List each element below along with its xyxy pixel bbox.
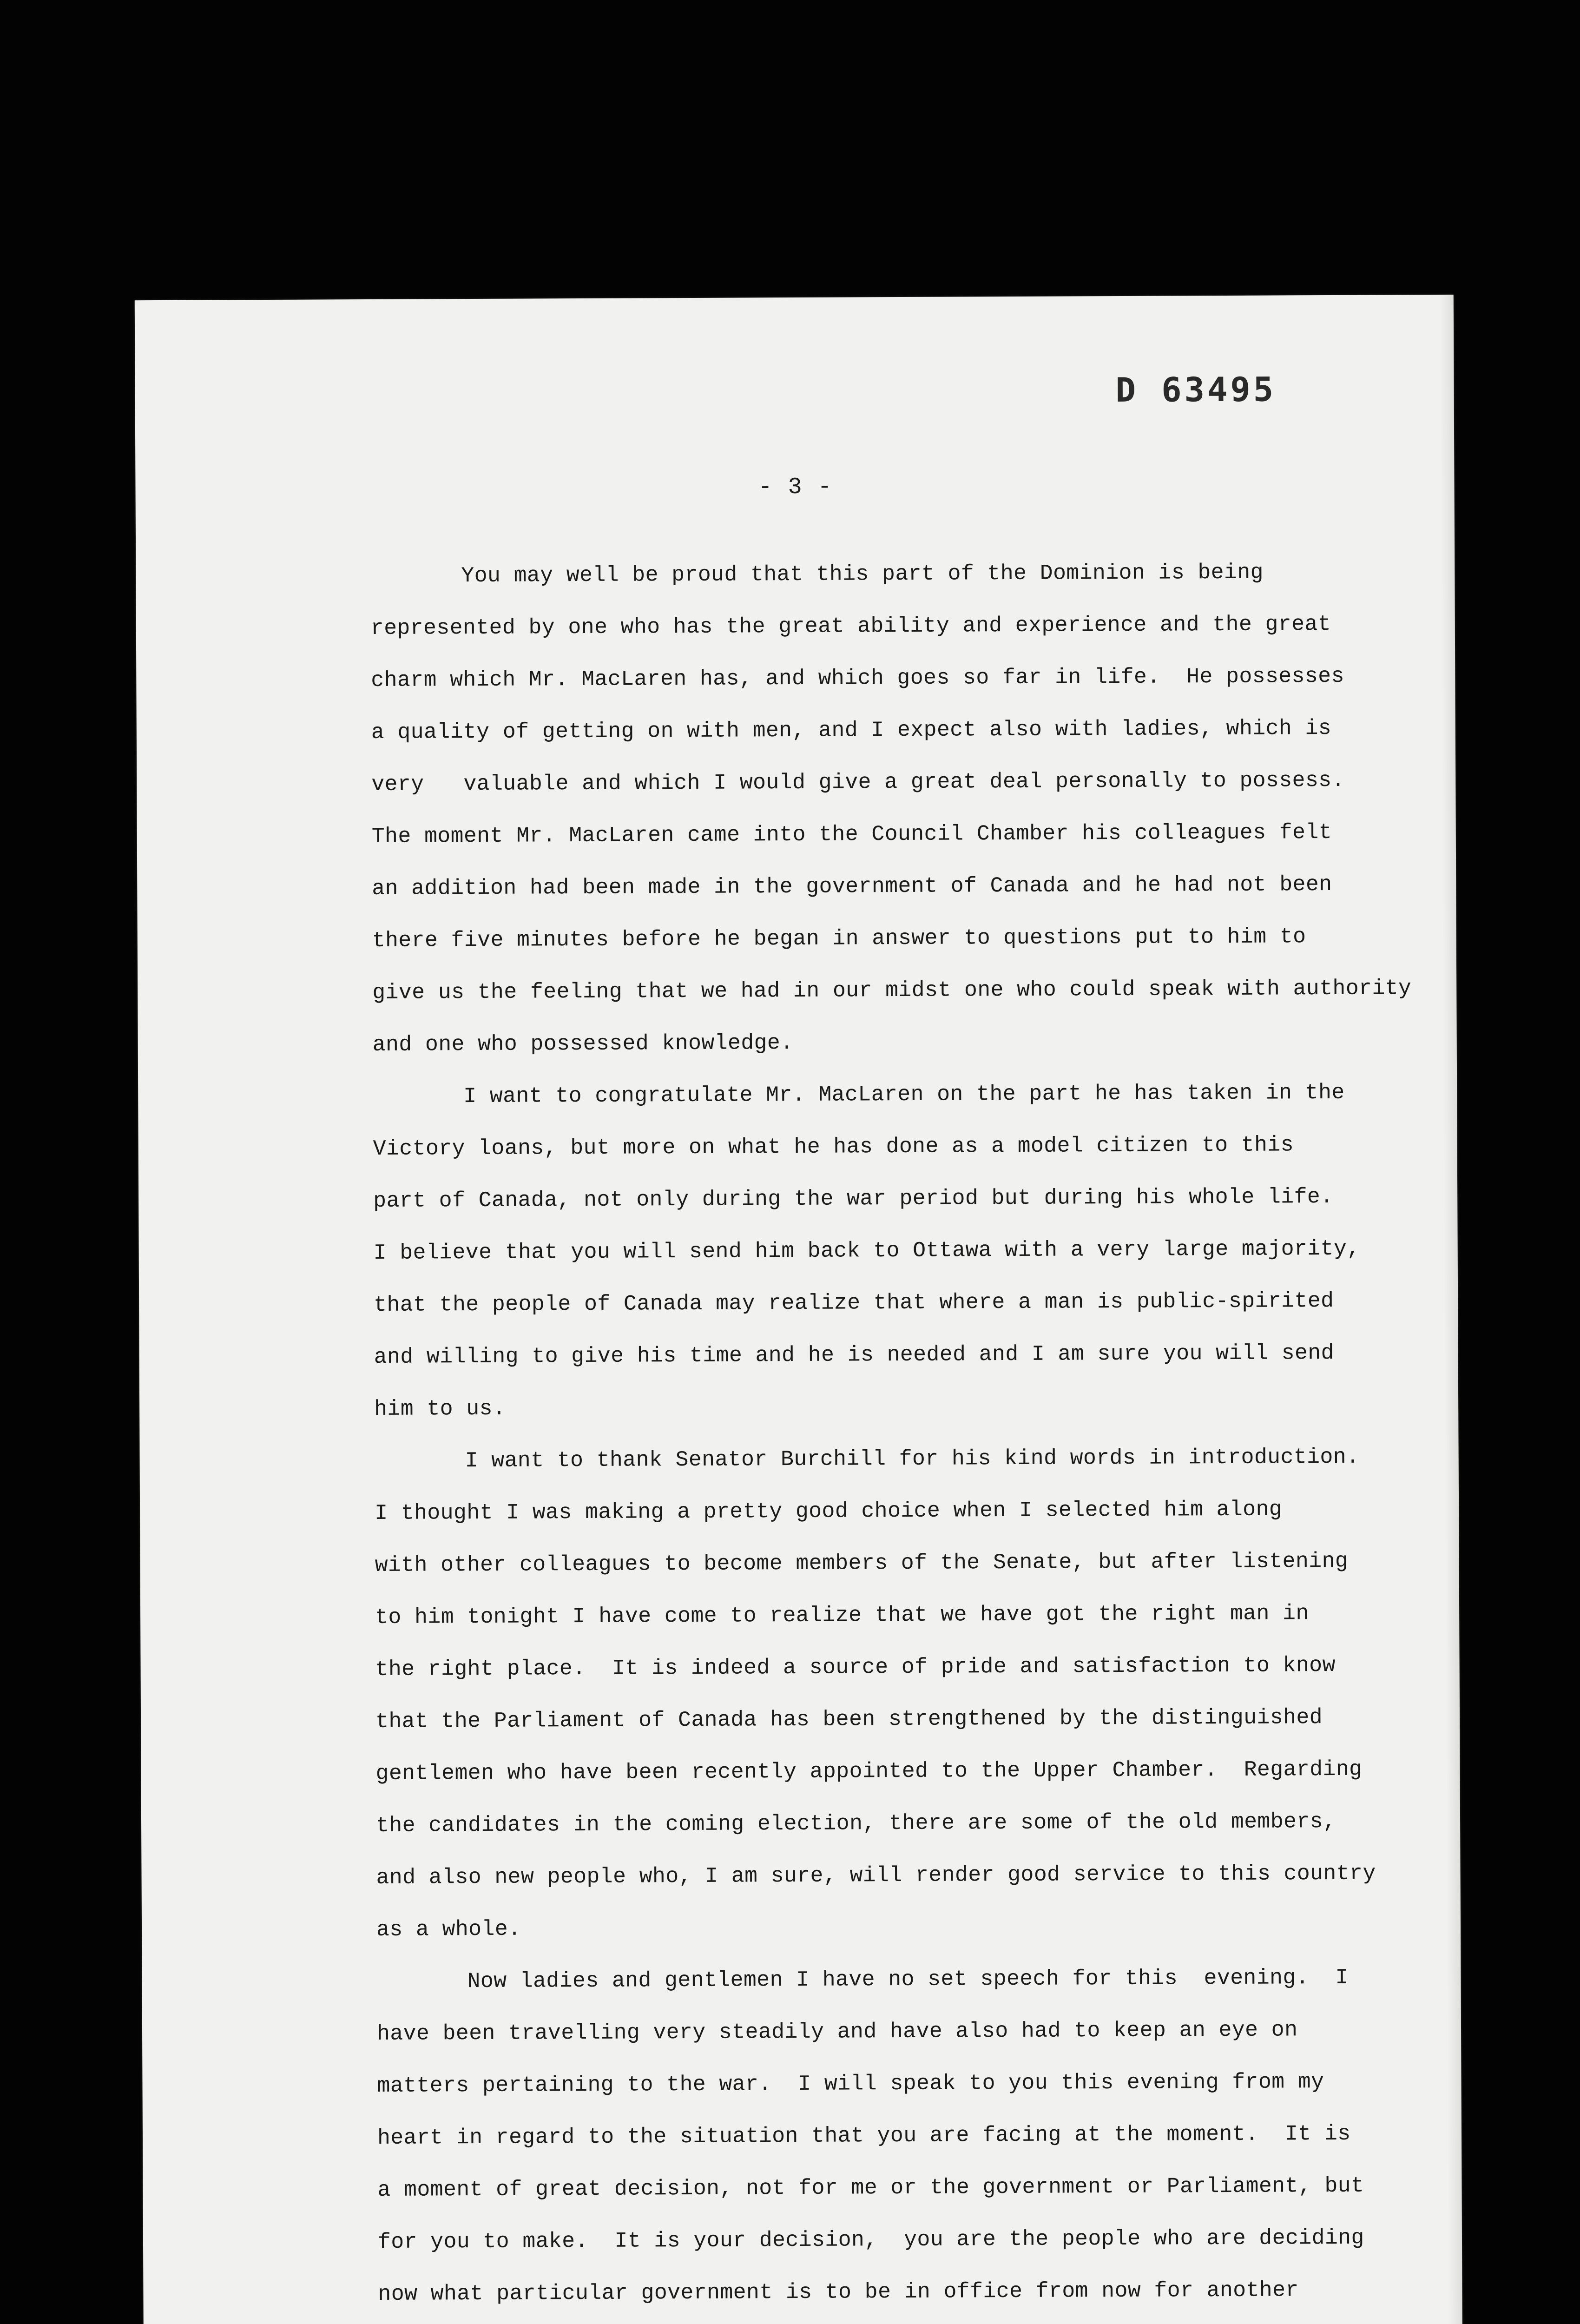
text-line: Victory loans, but more on what he has done as a model citizen to this [373, 1132, 1294, 1161]
text-line: that the people of Canada may realize that where a man is public-spirited [374, 1288, 1334, 1317]
text-line: that the Parliament of Canada has been strengthened by the distinguished [375, 1705, 1323, 1734]
text-line: You may well be proud that this part of the Dominion is being [461, 560, 1264, 588]
text-line: give us the feeling that we had in our midst one who could speak with authority [372, 976, 1412, 1005]
text-line: and also new people who, I am sure, will render good service to this country [376, 1861, 1376, 1890]
text-line: the candidates in the coming election, there are some of the old members, [375, 1809, 1336, 1838]
document-page [135, 295, 1463, 2324]
paragraph-3 [374, 1431, 1417, 1956]
text-line: gentlemen who have been recently appointed to the Upper Chamber. Regarding [375, 1756, 1363, 1786]
letter-body [370, 546, 1419, 2324]
text-line: very valuable and which I would give a great deal personally to possess. [371, 767, 1345, 797]
text-line: an addition had been made in the government of Canada and he had not been [372, 872, 1332, 901]
paragraph-2 [373, 1066, 1415, 1435]
text-line: heart in regard to the situation that you are facing at the moment. It is [377, 2121, 1351, 2150]
text-line: him to us. [374, 1396, 506, 1421]
text-line: represented by one who has the great ability and experience and the great [370, 611, 1331, 641]
text-line: matters pertaining to the war. I will speak to you this evening from my [377, 2069, 1324, 2098]
text-line: to him tonight I have come to realize that we have got the right man in [375, 1601, 1309, 1630]
text-line: and willing to give his time and he is needed and I am sure you will send [374, 1340, 1335, 1369]
paragraph-4 [376, 1951, 1419, 2324]
text-line: and one who possessed knowledge. [372, 1030, 794, 1057]
text-line: part of Canada, not only during the war period but during his whole life. [373, 1184, 1334, 1213]
page-number: - 3 - [758, 474, 833, 501]
paragraph-1 [370, 546, 1414, 1071]
text-line: I thought I was making a pretty good choice when I selected him along [375, 1497, 1283, 1525]
document-stamp-number: D 63495 [1115, 370, 1277, 410]
text-line: for you to make. It is your decision, you are the people who are deciding [377, 2225, 1364, 2254]
text-line: with other colleagues to become members of the Senate, but after listening [375, 1548, 1349, 1578]
text-line: The moment Mr. MacLaren came into the Council Chamber his colleagues felt [371, 819, 1332, 849]
text-line: Now ladies and gentlemen I have no set speech for this evening. I [467, 1965, 1349, 1994]
text-line: I believe that you will send him back to Ottawa with a very large majority, [373, 1236, 1360, 1265]
text-line: a moment of great decision, not for me or the government or Parliament, but [377, 2173, 1364, 2202]
text-line: a quality of getting on with men, and I expect also with ladies, which is [371, 715, 1332, 745]
text-line: there five minutes before he began in answer to questions put to him to [372, 924, 1306, 953]
text-line: I want to congratulate Mr. MacLaren on the part he has taken in the [463, 1080, 1345, 1109]
text-line: as a whole. [376, 1916, 521, 1942]
text-line: have been travelling very steadily and have also had to keep an eye on [376, 2017, 1298, 2046]
text-line: now what particular government is to be in office from now for another [378, 2278, 1299, 2306]
text-line: charm which Mr. MacLaren has, and which goes so far in life. He possesses [371, 663, 1344, 693]
text-line: I want to thank Senator Burchill for his kind words in introduction. [465, 1444, 1360, 1473]
text-line: the right place. It is indeed a source of pride and satisfaction to know [375, 1652, 1336, 1682]
